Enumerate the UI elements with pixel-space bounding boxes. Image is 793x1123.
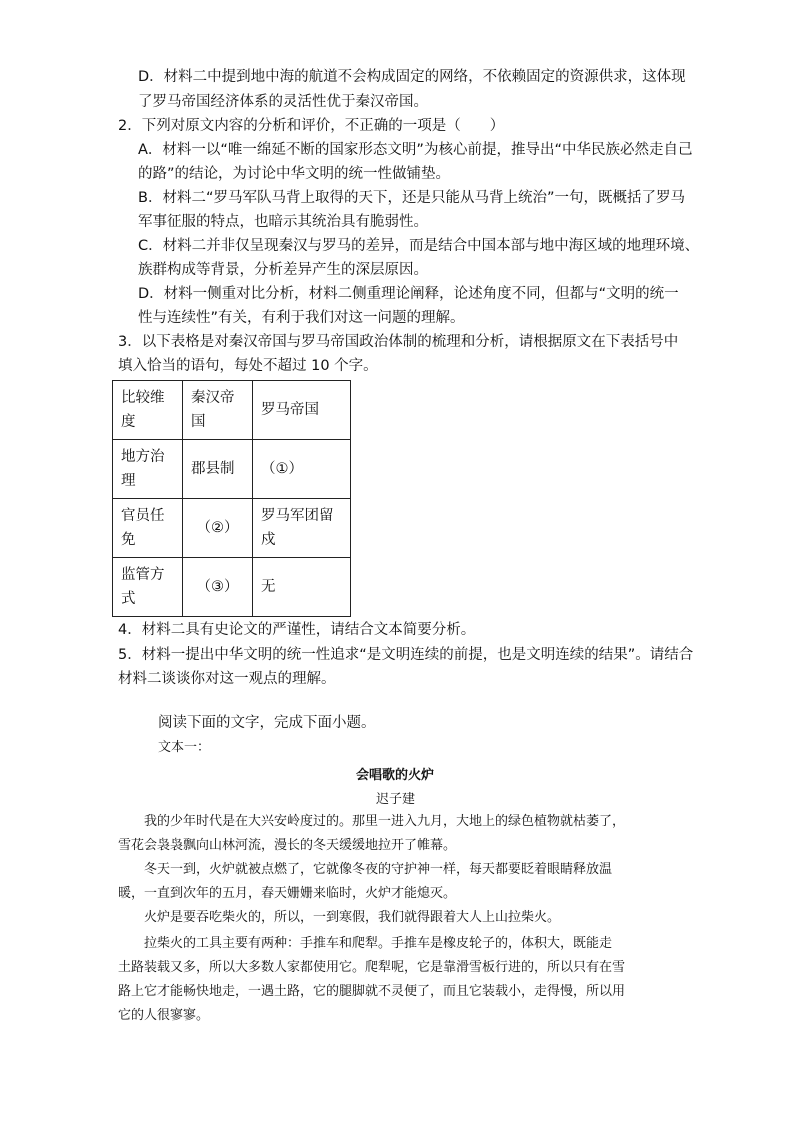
table-row: [113, 558, 351, 617]
option-b-line-1: B．材料二“罗马军队马背上取得的天下，还是只能从马背上统治”一句，既概括了罗马: [138, 190, 685, 206]
table-cell: （①）: [253, 440, 351, 499]
table-header-cell: 比较维度: [113, 381, 183, 440]
table-row: [113, 381, 351, 440]
option-c-line-2: 族群构成等背景，分析差异产生的深层原因。: [138, 262, 428, 278]
option-a-line-2: 的路”的结论，为讨论中华文明的统一性做铺垫。: [138, 166, 451, 182]
paragraph-line: 路上它才能畅快地走，一遇土路，它的腿脚就不灵便了，而且它装载小，走得慢，所以用: [118, 984, 626, 999]
option-d-line-1: D．材料二中提到地中海的航道不会构成固定的网络，不依赖固定的资源供求，这体现: [138, 69, 686, 85]
table-cell: （②）: [183, 499, 253, 558]
table-header-cell: 秦汉帝国: [183, 381, 253, 440]
table-row: [113, 440, 351, 499]
comparison-table: [112, 380, 351, 617]
option-d2-line-2: 性与连续性”有关，有利于我们对这一问题的理解。: [138, 310, 465, 326]
table-cell: 无: [253, 558, 351, 617]
question-3-stem-2: 填入恰当的语句，每处不超过 10 个字。: [118, 358, 378, 374]
table-row: [113, 499, 351, 558]
table-header-cell: 罗马帝国: [253, 381, 351, 440]
question-2-stem: 2．下列对原文内容的分析和评价，不正确的一项是（ ）: [118, 118, 505, 134]
table-cell: 罗马军团留戍: [253, 499, 351, 558]
question-5-stem-1: 5．材料一提出中华文明的统一性追求“是文明连续的前提，也是文明连续的结果”。请结合: [118, 647, 694, 663]
table-cell: 地方治理: [113, 440, 183, 499]
table-cell: 郡县制: [183, 440, 253, 499]
paragraph-line: 冬天一到，火炉就被点燃了，它就像冬夜的守护神一样，每天都要眨着眼睛释放温: [144, 862, 613, 877]
paragraph-line: 雪花会袅袅飘向山林河流，漫长的冬天缓缓地拉开了帷幕。: [118, 838, 457, 853]
story-author: 迟子建: [376, 792, 416, 807]
paragraph-line: 土路装载又多，所以大多数人家都使用它。爬犁呢，它是靠滑雪板行进的，所以只有在雪: [118, 960, 626, 975]
table-cell: （③）: [183, 558, 253, 617]
text-one-label: 文本一：: [158, 740, 211, 755]
question-5-stem-2: 材料二谈谈你对这一观点的理解。: [118, 671, 336, 687]
option-b-line-2: 军事征服的特点，也暗示其统治具有脆弱性。: [138, 214, 428, 230]
paragraph-line: 它的人很寥寥。: [118, 1008, 210, 1023]
table-cell: 官员任免: [113, 499, 183, 558]
paragraph-line: 我的少年时代是在大兴安岭度过的。那里一进入九月，大地上的绿色植物就枯萎了，: [144, 814, 626, 829]
paragraph-line: 暖，一直到次年的五月，春天姗姗来临时，火炉才能熄灭。: [118, 886, 457, 901]
story-title: 会唱歌的火炉: [356, 768, 435, 783]
option-a-line-1: A．材料一以“唯一绵延不断的国家形态文明”为核心前提，推导出“中华民族必然走自己: [138, 142, 693, 158]
option-d2-line-1: D．材料一侧重对比分析，材料二侧重理论阐释，论述角度不同，但都与“文明的统一: [138, 286, 679, 302]
question-3-stem-1: 3．以下表格是对秦汉帝国与罗马帝国政治体制的梳理和分析，请根据原文在下表括号中: [118, 334, 679, 350]
table-cell: 监管方式: [113, 558, 183, 617]
paragraph-line: 火炉是要吞吃柴火的，所以，一到寒假，我们就得跟着大人上山拉柴火。: [144, 910, 561, 925]
option-d-line-2: 了罗马帝国经济体系的灵活性优于秦汉帝国。: [138, 94, 428, 110]
reading-instruction: 阅读下面的文字，完成下面小题。: [158, 715, 376, 731]
paragraph-line: 拉柴火的工具主要有两种：手推车和爬犁。手推车是橡皮轮子的，体积大，既能走: [144, 936, 613, 951]
option-c-line-1: C．材料二并非仅呈现秦汉与罗马的差异，而是结合中国本部与地中海区域的地理环境、: [138, 238, 700, 254]
question-4-stem: 4．材料二具有史论文的严谨性，请结合文本简要分析。: [118, 622, 476, 638]
